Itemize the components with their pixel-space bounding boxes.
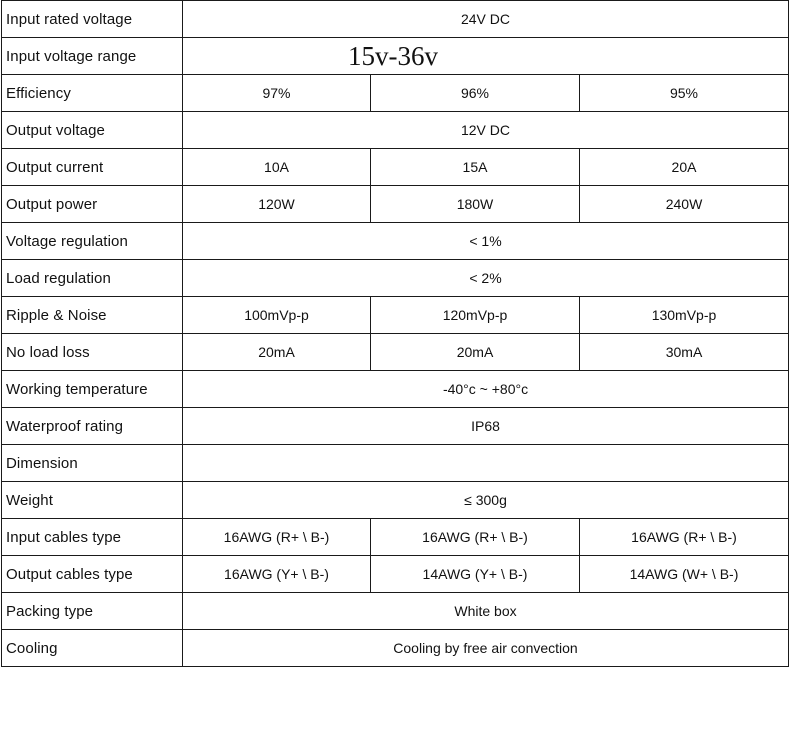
- table-row: [2, 334, 789, 371]
- row-label: Working temperature: [2, 371, 183, 408]
- row-value: 120W: [183, 186, 371, 223]
- table-row: [2, 1, 789, 38]
- table-row: [2, 186, 789, 223]
- row-value: 16AWG (Y+ \ B-): [183, 556, 371, 593]
- row-value: 240W: [580, 186, 789, 223]
- row-value: -40°c ~ +80°c: [183, 371, 789, 408]
- table-row: [2, 556, 789, 593]
- row-label: Input cables type: [2, 519, 183, 556]
- row-value: 20mA: [371, 334, 580, 371]
- table-row: [2, 112, 789, 149]
- spec-table: [1, 0, 789, 667]
- row-value: 24V DC: [183, 1, 789, 38]
- row-value: 20A: [580, 149, 789, 186]
- table-row: [2, 371, 789, 408]
- row-label: Efficiency: [2, 75, 183, 112]
- row-value: IP68: [183, 408, 789, 445]
- row-value: < 2%: [183, 260, 789, 297]
- table-row: [2, 630, 789, 667]
- row-value: 30mA: [580, 334, 789, 371]
- row-label: No load loss: [2, 334, 183, 371]
- row-value: 20mA: [183, 334, 371, 371]
- table-row: [2, 593, 789, 630]
- row-value: Cooling by free air convection: [183, 630, 789, 667]
- row-label: Output voltage: [2, 112, 183, 149]
- row-label: Voltage regulation: [2, 223, 183, 260]
- row-value: 130mVp-p: [580, 297, 789, 334]
- table-row: [2, 149, 789, 186]
- row-value: 16AWG (R+ \ B-): [580, 519, 789, 556]
- row-value: 10A: [183, 149, 371, 186]
- table-row: [2, 75, 789, 112]
- row-label: Ripple & Noise: [2, 297, 183, 334]
- row-value: 14AWG (W+ \ B-): [580, 556, 789, 593]
- table-row: [2, 482, 789, 519]
- row-label: Input rated voltage: [2, 1, 183, 38]
- row-value: < 1%: [183, 223, 789, 260]
- row-value: 15v-36v: [183, 38, 789, 75]
- row-value: White box: [183, 593, 789, 630]
- row-value: 180W: [371, 186, 580, 223]
- table-row: [2, 297, 789, 334]
- row-value: 97%: [183, 75, 371, 112]
- row-value: [183, 445, 789, 482]
- row-value: 100mVp-p: [183, 297, 371, 334]
- row-label: Waterproof rating: [2, 408, 183, 445]
- table-row: [2, 445, 789, 482]
- table-row: [2, 408, 789, 445]
- row-value: ≤ 300g: [183, 482, 789, 519]
- row-label: Load regulation: [2, 260, 183, 297]
- table-row: [2, 260, 789, 297]
- table-row: [2, 38, 789, 75]
- row-label: Packing type: [2, 593, 183, 630]
- row-label: Dimension: [2, 445, 183, 482]
- table-row: [2, 519, 789, 556]
- row-label: Cooling: [2, 630, 183, 667]
- row-label: Output cables type: [2, 556, 183, 593]
- row-value: 14AWG (Y+ \ B-): [371, 556, 580, 593]
- row-label: Weight: [2, 482, 183, 519]
- row-value: 12V DC: [183, 112, 789, 149]
- table-row: [2, 223, 789, 260]
- row-label: Output current: [2, 149, 183, 186]
- row-label: Output power: [2, 186, 183, 223]
- row-label: Input voltage range: [2, 38, 183, 75]
- row-value: 16AWG (R+ \ B-): [371, 519, 580, 556]
- row-value: 96%: [371, 75, 580, 112]
- row-value: 120mVp-p: [371, 297, 580, 334]
- row-value: 16AWG (R+ \ B-): [183, 519, 371, 556]
- row-value: 95%: [580, 75, 789, 112]
- row-value: 15A: [371, 149, 580, 186]
